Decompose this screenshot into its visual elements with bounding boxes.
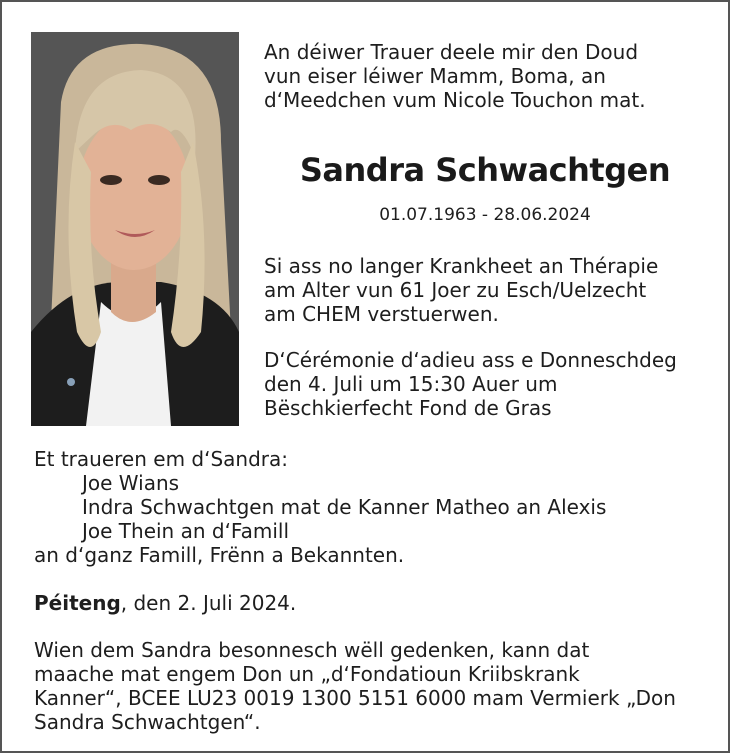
mourner-name: Joe Wians bbox=[82, 471, 180, 495]
mourners-closing: an d‘ganz Famill, Frënn a Bekannten. bbox=[34, 543, 405, 567]
donation-line: Sandra Schwachtgen“. bbox=[34, 710, 261, 734]
portrait-illustration bbox=[31, 32, 239, 426]
mourners-heading: Et traueren em d‘Sandra: bbox=[34, 447, 288, 471]
place-date-text: , den 2. Juli 2024. bbox=[120, 591, 297, 615]
donation-line: maache mat engem Don un „d‘Fondatioun Kriibskrank bbox=[34, 662, 580, 686]
donation-text bbox=[34, 638, 702, 734]
illness-line: Si ass no langer Krankheet an Thérapie bbox=[264, 254, 659, 278]
ceremony-line: Bëschkierfecht Fond de Gras bbox=[264, 396, 552, 420]
mourner-name: Indra Schwachtgen mat de Kanner Matheo an Alexis bbox=[82, 495, 607, 519]
intro-line: d‘Meedchen vum Nicole Touchon mat. bbox=[264, 88, 646, 112]
intro-text bbox=[264, 40, 706, 112]
donation-line: Wien dem Sandra besonnesch wëll gedenken, kann dat bbox=[34, 638, 590, 662]
mourners-list bbox=[34, 447, 706, 567]
intro-line: vun eiser léiwer Mamm, Boma, an bbox=[264, 64, 606, 88]
donation-line: Kanner“, BCEE LU23 0019 1300 5151 6000 mam Vermierk „Don bbox=[34, 686, 676, 710]
ceremony-line: den 4. Juli um 15:30 Auer um bbox=[264, 372, 558, 396]
place-town: Péiteng bbox=[34, 591, 121, 615]
mourner-name: Joe Thein an d‘Famill bbox=[82, 519, 290, 543]
deceased-name: Sandra Schwachtgen bbox=[299, 151, 671, 189]
illness-line: am CHEM verstuerwen. bbox=[264, 302, 499, 326]
portrait-photo bbox=[31, 32, 239, 426]
place-date bbox=[34, 591, 706, 615]
illness-text bbox=[264, 254, 706, 326]
intro-line: An déiwer Trauer deele mir den Doud bbox=[264, 40, 639, 64]
ceremony-text bbox=[264, 348, 706, 420]
ceremony-line: D‘Cérémonie d‘adieu ass e Donneschdeg bbox=[264, 348, 677, 372]
life-dates: 01.07.1963 - 28.06.2024 bbox=[379, 205, 591, 225]
illness-line: am Alter vun 61 Joer zu Esch/Uelzecht bbox=[264, 278, 647, 302]
